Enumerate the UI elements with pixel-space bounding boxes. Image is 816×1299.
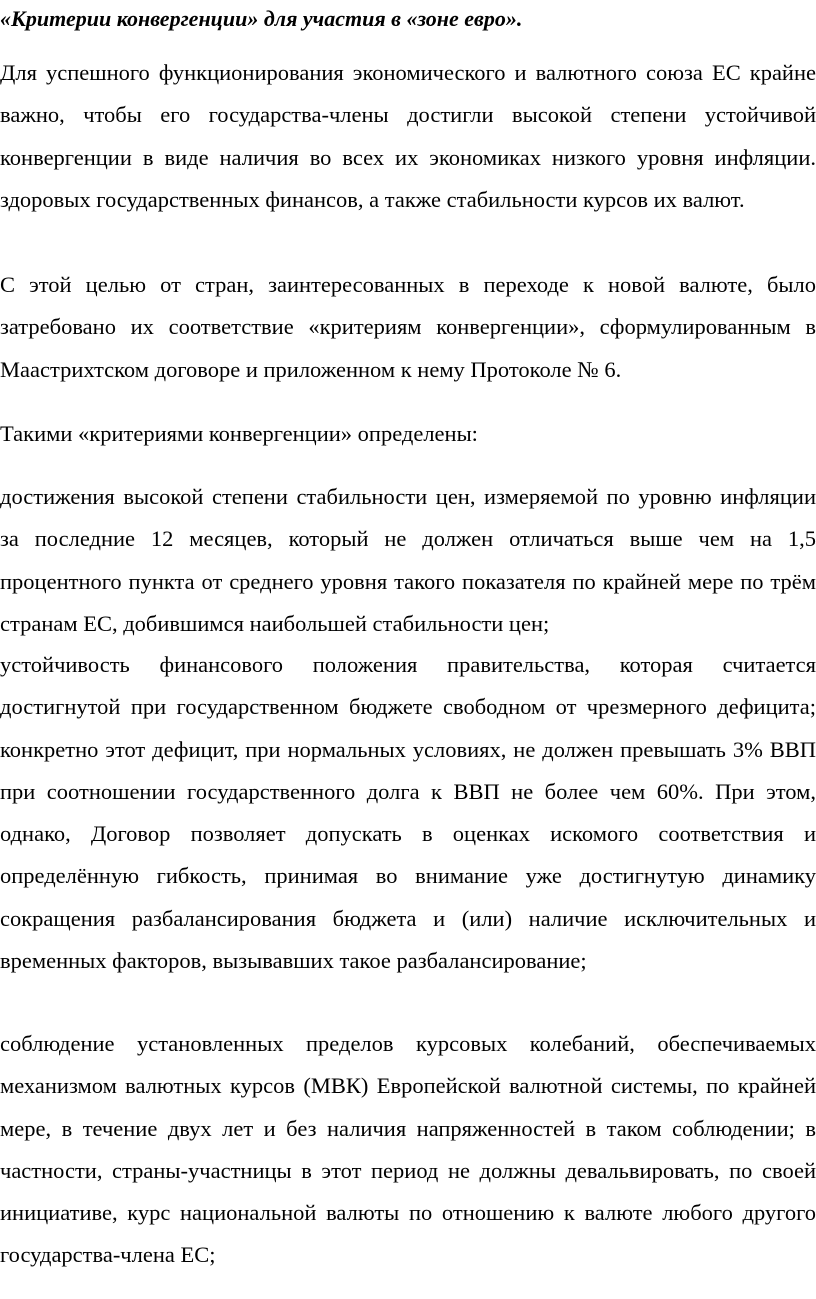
paragraph-intro: Для успешного функционирования экономического и валютного союза ЕС крайне важно, чтобы его государства-члены достигли высокой степени устойчивой конвергенции в виде наличия во всех их экономиках низкого уровня инфляции. здоровых государственных финансов, а также стабильности курсов их валют. bbox=[0, 60, 816, 212]
criterion-exchange-rate: соблюдение установленных пределов курсовых колебаний, обеспечиваемых механизмом валютных курсов (МВК) Европейской валютной системы, по крайней мере, в течение двух лет и без наличия напряженностей в таком соблюдении; в частности, страны-участницы в этот период не должны девальвировать, по своей инициативе, курс национальной валюты по отношению к валюте любого другого государства-члена ЕС; bbox=[0, 1031, 816, 1268]
criterion-price-stability: достижения высокой степени стабильности цен, измеряемой по уровню инфляции за последние 12 месяцев, который не должен отличаться выше чем на 1,5 процентного пункта от среднего уровня такого показателя по крайней мере по трём странам ЕС, добившимся наибольшей стабильности цен; bbox=[0, 484, 816, 636]
paragraph-criteria-lead: Такими «критериями конвергенции» определены: bbox=[0, 421, 478, 446]
paragraph-requirement: С этой целью от стран, заинтересованных в переходе к новой валюте, было затребовано их соответствие «критериям конвергенции», сформулированным в Маастрихтском договоре и приложенном к нему Протоколе № 6. bbox=[0, 272, 816, 382]
criterion-fiscal-position: устойчивость финансового положения правительства, которая считается достигнутой при государственном бюджете свободном от чрезмерного дефицита; конкретно этот дефицит, при нормальных условиях, не должен превышать 3% ВВП при соотношении государственного долга к ВВП не более чем 60%. При этом, однако, Договор позволяет допускать в оценках искомого соответствия и определённую гибкость, принимая во внимание уже достигнутую динамику сокращения разбалансирования бюджета и (или) наличие исключительных и временных факторов, вызывавших такое разбалансирование; bbox=[0, 652, 816, 974]
document-title: «Критерии конвергенции» для участия в «зоне евро». bbox=[0, 6, 523, 31]
